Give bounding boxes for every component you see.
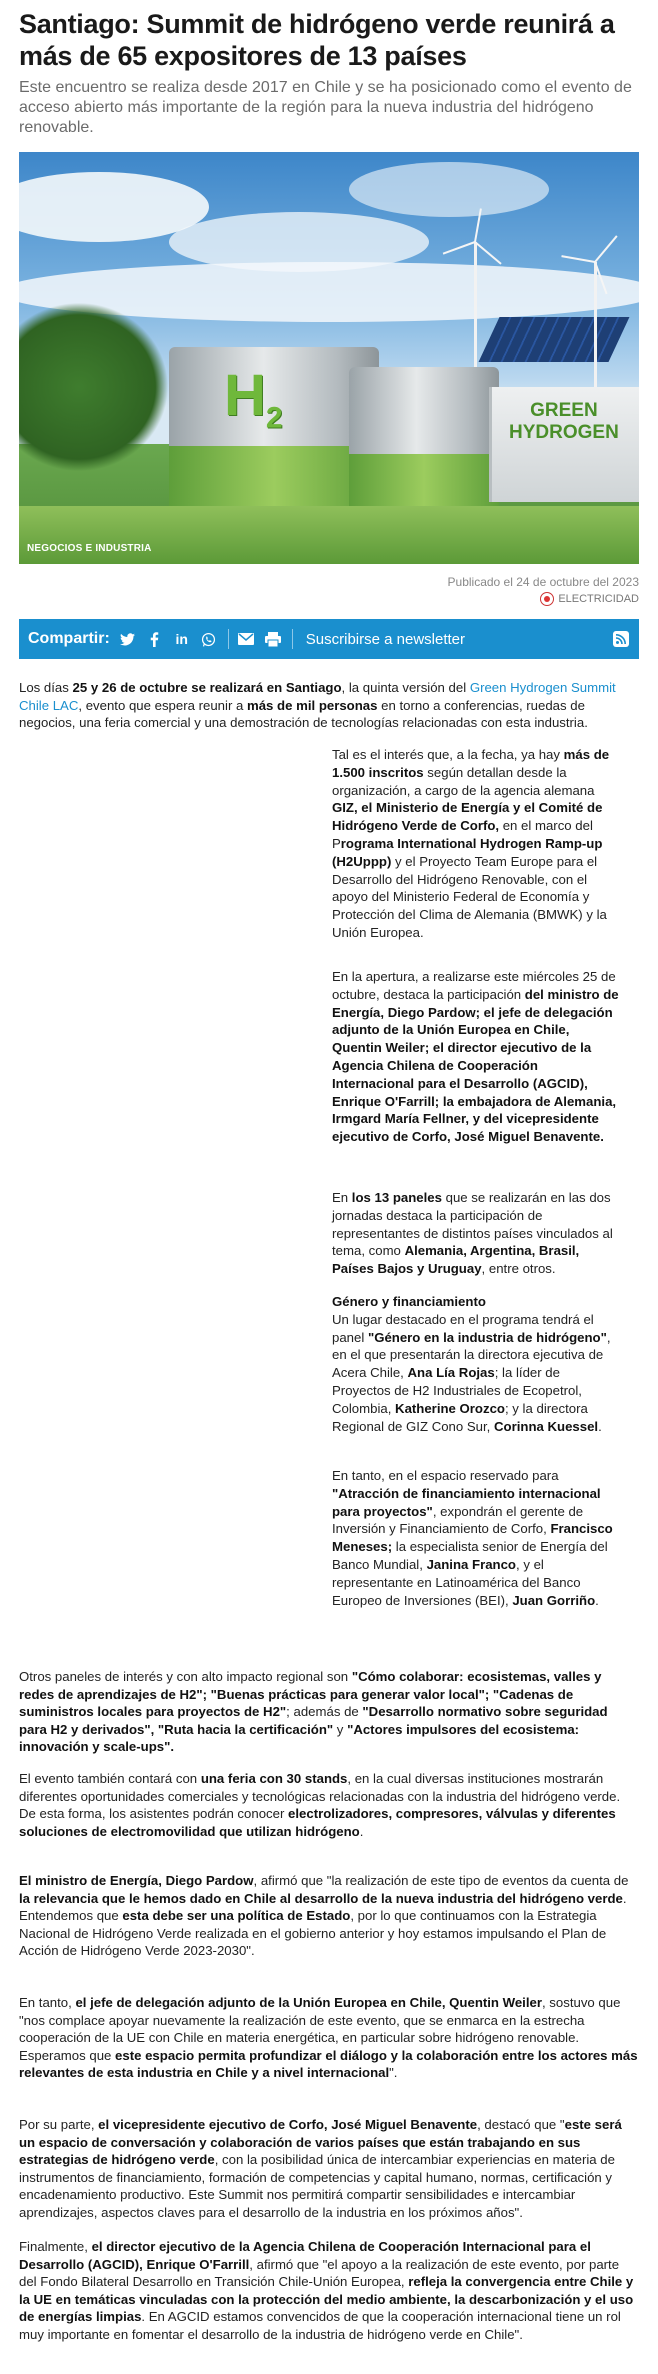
paragraph-financiamiento: En tanto, en el espacio reservado para "Atracción de financiamiento internacional para proyectos", expondrán el gerente de Inversión y Financiamiento de Corfo, Francisco Meneses; la especialista senior de Energía del Banco Mundial, Janina Franco, y el representante en Latinoamérica del Banco Europeo de Inversiones (BEI), Juan Gorriño.	[332, 1468, 613, 1608]
turbine-blade	[443, 241, 476, 255]
page-title: Santiago: Summit de hidrógeno verde reunirá a más de 65 expositores de 13 países	[19, 9, 615, 71]
electricity-icon	[540, 592, 554, 606]
summit-link[interactable]: Green Hydrogen Summit Chile LAC	[19, 680, 616, 713]
paragraph-inscritos: Tal es el interés que, a la fecha, ya hay más de 1.500 inscritos según detallan desde la organización, a cargo de la agencia alemana GIZ, el Ministerio de Energía y el Comité de Hidrógeno Verde de Corfo, en el marco del Programa International Hydrogen Ramp-up (H2Uppp) y el Proyecto Team Europe para el Desarrollo del Hidrógeno Renovable, con el apoyo del Ministerio Federal de Economía y Protección del Clima de Alemania (BMWK) y la Unión Europea.	[332, 747, 610, 940]
article-subtitle: Este encuentro se realiza desde 2017 en Chile y se ha posicionado como el evento de acceso abierto más importante de la región para la nueva industria del hidrógeno renovable.	[19, 79, 632, 136]
paragraph-feria: El evento también contará con una feria con 30 stands, en la cual diversas instituciones mostrarán diferentes oportunidades comerciales y tecnológicas relacionadas con la industria del hidrógeno verde. De esta forma, los asistentes podrán conocer electrolizadores, compresores, válvulas y diferentes soluciones de electromovilidad que utilizan hidrógeno.	[19, 1771, 621, 1839]
turbine-blade	[474, 241, 501, 264]
article-header	[19, 0, 639, 732]
divider	[292, 629, 293, 649]
email-icon[interactable]	[238, 631, 254, 647]
publish-date: Publicado el 24 de octubre del 2023	[447, 575, 639, 589]
print-icon[interactable]	[265, 631, 281, 647]
share-label: Compartir:	[28, 630, 110, 647]
paragraph-corfo: Por su parte, el vicepresidente ejecutivo de Corfo, José Miguel Benavente, destacó que "este será un espacio de conversación y colaboración de varios países que están trabajando en sus estrategias de hidrógeno verde, con la posibilidad única de intercambiar experiencias en materia de instrumentos de financiamiento, formación de competencias y capital humano, normas, certificación y encadenamiento productivo. Este Summit nos permitirá compartir sensibilidades e intercambiar aprendizajes, aspectos claves para el desarrollo de la industria en los próximos años".	[19, 2117, 622, 2220]
hero-image	[19, 152, 639, 564]
rss-icon[interactable]	[613, 631, 629, 647]
twitter-icon[interactable]	[120, 631, 136, 647]
paragraph-intro: Los días 25 y 26 de octubre se realizará en Santiago, la quinta versión del Green Hydrogen Summit Chile LAC, evento que espera reunir a más de mil personas en torno a conferencias, ruedas de negocios, una feria comercial y una demostración de tecnologías relacionadas con esta industria.	[19, 680, 616, 731]
section-heading: Género y financiamiento	[332, 1294, 486, 1309]
turbine-blade	[561, 255, 595, 263]
ground-shape	[19, 506, 639, 564]
share-bar	[19, 619, 639, 659]
solar-panel-shape	[479, 317, 630, 362]
turbine-blade	[594, 235, 617, 262]
wind-turbine-icon	[594, 262, 597, 392]
green-hydrogen-sign: GREEN HYDROGEN	[509, 400, 619, 443]
facebook-icon[interactable]	[147, 631, 163, 647]
hydrogen-tank	[349, 367, 499, 507]
article-meta	[19, 574, 639, 607]
divider	[228, 629, 229, 649]
paragraph-apertura: En la apertura, a realizarse este miércoles 25 de octubre, destaca la participación del ministro de Energía, Diego Pardow; el jefe de delegación adjunto de la Unión Europea en Chile, Quentin Weiler; el director ejecutivo de la Agencia Chilena de Cooperación Internacional para el Desarrollo (AGCID), Enrique O'Farrill; la embajadora de Alemania, Irmgard María Fellner, y del vicepresidente ejecutivo de Corfo, José Miguel Benavente.	[332, 969, 619, 1145]
paragraph-genero: Género y financiamiento Un lugar destacado en el programa tendrá el panel "Género en la industria de hidrógeno", en el que presentarán la directora ejecutiva de Acera Chile, Ana Lía Rojas; la líder de Proyectos de H2 Industriales de Ecopetrol, Colombia, Katherine Orozco; y la directora Regional de GIZ Cono Sur, Corinna Kuessel.	[332, 1294, 611, 1434]
paragraph-otros-paneles: Otros paneles de interés y con alto impacto regional son "Cómo colaborar: ecosistemas, valles y redes de aprendizajes de H2"; "Buenas prácticas para generar valor local"; "Cadenas de suministros locales para proyectos de H2"; además de "Desarrollo normativo sobre seguridad para H2 y derivados", "Ruta hacia la certificación" y "Actores impulsores del ecosistema: innovación y scale-ups".	[19, 1669, 608, 1755]
section-label[interactable]: ELECTRICIDAD	[540, 591, 639, 607]
linkedin-icon[interactable]: in	[175, 631, 188, 647]
paragraph-agcid: Finalmente, el director ejecutivo de la Agencia Chilena de Cooperación Internacional para el Desarrollo (AGCID), Enrique O'Farrill, afirmó que "el apoyo a la realización de este evento, por parte del Fondo Bilateral Desarrollo en Transición Chile-Unión Europea, refleja la convergencia entre Chile y la UE en temáticas vinculadas con la protección del medio ambiente, la descarbonización y el uso de energías limpias. En AGCID estamos convencidos de que la cooperación internacional tiene un rol muy importante en fomentar el desarrollo de la industria de hidrógeno verde en Chile".	[19, 2239, 634, 2342]
whatsapp-icon[interactable]	[201, 631, 217, 647]
paragraph-ministro: El ministro de Energía, Diego Pardow, afirmó que "la realización de este tipo de eventos da cuenta de la relevancia que le hemos dado en Chile al desarrollo de la nueva industria del hidrógeno verde. Entendemos que esta debe ser una política de Estado, por lo que continuamos con la Estrategia Nacional de Hidrógeno Verde realizada en el gobierno anterior y hoy estamos impulsando el Plan de Acción de Hidrógeno Verde 2023-2030".	[19, 1873, 629, 1959]
cloud-shape	[349, 162, 549, 217]
newsletter-link[interactable]: Suscribirse a newsletter	[305, 630, 466, 648]
paragraph-ue: En tanto, el jefe de delegación adjunto de la Unión Europea en Chile, Quentin Weiler, sostuvo que "nos complace apoyar nuevamente la realización de este evento, que se enmarca en la estrecha cooperación de la UE con Chile en materia energética, en particular sobre hidrógeno renovable. Esperamos que este espacio permita profundizar el diálogo y la colaboración entre los actores más relevantes de esta industria en Chile y a nivel internacional".	[19, 1995, 638, 2081]
category-tag[interactable]: NEGOCIOS E INDUSTRIA	[27, 543, 152, 554]
trees-shape	[19, 302, 169, 472]
paragraph-paneles: En los 13 paneles que se realizarán en las dos jornadas destaca la participación de representantes de distintos países vinculados al tema, como Alemania, Argentina, Brasil, Países Bajos y Uruguay, entre otros.	[332, 1190, 613, 1277]
h2-tank-label: $H_2$	[224, 363, 283, 435]
